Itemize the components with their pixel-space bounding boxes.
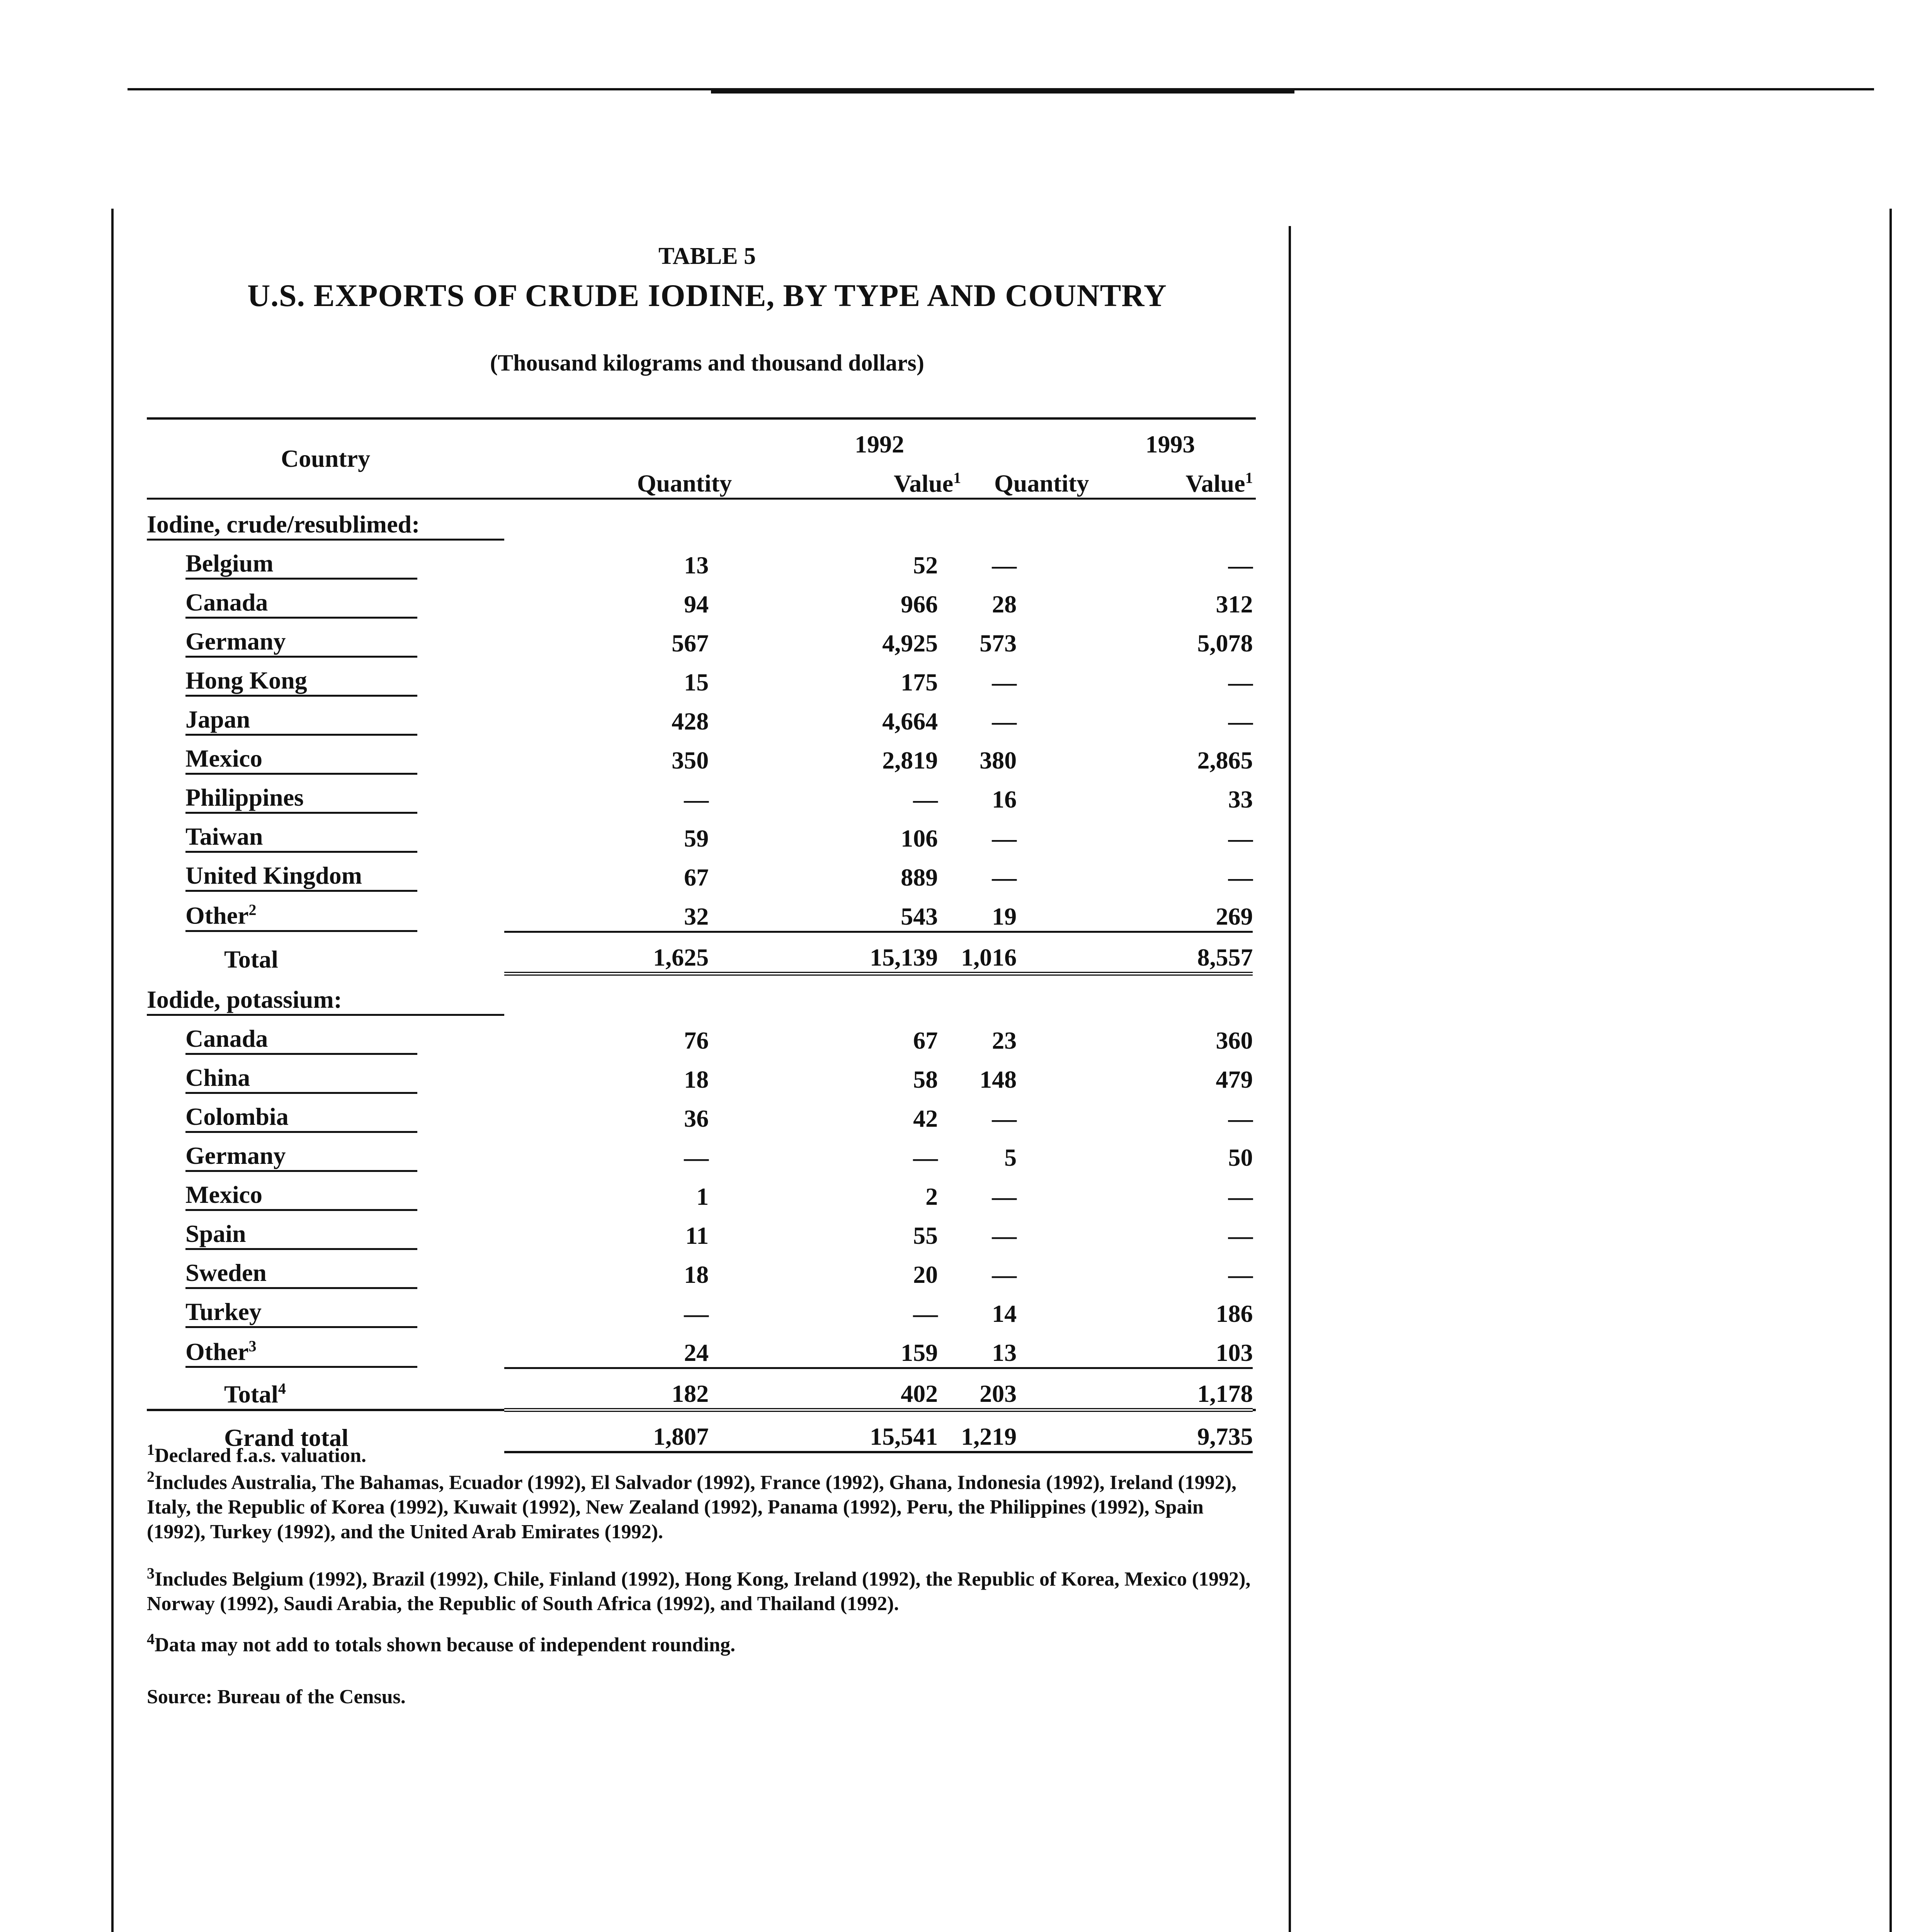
iodide-row: [147, 1015, 1256, 1055]
iodine-row-value-1992: 4,664: [882, 707, 938, 735]
iodine-row-qty-1993: 573: [980, 629, 1017, 657]
iodine-row-value-1992: 543: [901, 903, 938, 930]
iodide-total-row: [147, 1368, 1256, 1410]
iodine-row-value-1992: 966: [901, 590, 938, 618]
iodine-row-qty-1992: 15: [684, 668, 709, 696]
iodine-row: [147, 892, 1256, 932]
iodide-row-qty-1992: 11: [685, 1221, 709, 1249]
iodine-row-qty-1992: 59: [684, 825, 709, 852]
iodine-total-row-country: Total: [224, 946, 278, 973]
iodide-row-country: Turkey: [147, 1289, 504, 1328]
iodide-row-value-1992: 55: [913, 1221, 938, 1249]
iodide-row: [147, 1250, 1256, 1289]
iodide-row-value-1992: —: [913, 1143, 938, 1171]
section-iodide-potassium-label: Iodide, potassium:: [147, 974, 504, 1015]
iodine-row: [147, 619, 1256, 658]
iodide-row-value-1993: 360: [1216, 1026, 1253, 1054]
iodine-total-row: [147, 932, 1256, 974]
iodine-row: [147, 853, 1256, 892]
iodide-total-row-country: Total$^4$: [224, 1380, 286, 1408]
iodine-row-value-1992: 52: [913, 551, 938, 579]
iodide-row-qty-1992: 1: [696, 1182, 709, 1210]
iodide-row-value-1992: —: [913, 1299, 938, 1327]
header-value-1992: Value$^1$: [893, 469, 961, 497]
grand-total-row-value-1992: 15,541: [747, 1410, 961, 1452]
iodine-row-qty-1992: —: [684, 786, 709, 813]
iodine-row-qty-1993: —: [992, 864, 1017, 891]
iodide-row-country: Colombia: [147, 1094, 504, 1133]
table-title: U.S. EXPORTS OF CRUDE IODINE, BY TYPE AND COUNTRY: [247, 278, 1167, 313]
iodine-row-value-1993: —: [1228, 668, 1253, 696]
iodide-row-qty-1993: —: [992, 1182, 1017, 1210]
grand-total-row-value-1993: 9,735: [1032, 1410, 1253, 1452]
iodine-row-qty-1993: 16: [992, 786, 1017, 813]
grand-total-row-qty-1992: 1,807: [504, 1410, 747, 1452]
iodide-row: [147, 1172, 1256, 1211]
iodide-row-qty-1993: 14: [992, 1299, 1017, 1327]
iodide-row-country: Canada: [147, 1015, 504, 1055]
top-rule-thick: [711, 88, 1294, 94]
iodine-row-country: Mexico: [147, 736, 504, 775]
iodine-row-value-1992: 889: [901, 864, 938, 891]
iodide-row-qty-1992: 18: [684, 1065, 709, 1093]
iodide-row-qty-1992: 24: [684, 1338, 709, 1366]
header-quantity-1993: Quantity Value$^1$: [994, 469, 1253, 497]
iodide-row-qty-1993: 13: [992, 1338, 1017, 1366]
iodine-row: [147, 736, 1256, 775]
footnote-3: $^3$Includes Belgium (1992), Brazil (1992), Chile, Finland (1992), Hong Kong, Ireland (1992), the Republic of Korea, Mexico (1992), Norway (1992), Saudi Arabia, the Republic of South Africa (1992), and Thailand (1992).: [147, 1565, 1251, 1615]
iodine-row-qty-1992: 32: [684, 903, 709, 930]
iodide-row-country: Germany: [147, 1133, 504, 1172]
iodine-row-value-1992: —: [913, 786, 938, 813]
grand-total-row-country: Grand total: [224, 1423, 349, 1451]
header-year-1993: 1993: [1145, 430, 1195, 458]
iodide-row-value-1992: 58: [913, 1065, 938, 1093]
iodide-row-qty-1993: 23: [992, 1026, 1017, 1054]
iodide-row-qty-1992: —: [684, 1299, 709, 1327]
iodine-row-qty-1993: —: [992, 707, 1017, 735]
iodine-row-value-1993: —: [1228, 707, 1253, 735]
iodine-row-qty-1992: 94: [684, 590, 709, 618]
source-note: Source: Bureau of the Census.: [147, 1686, 406, 1708]
table-units: (Thousand kilograms and thousand dollars): [490, 350, 924, 376]
iodide-row-country: Sweden: [147, 1250, 504, 1289]
section-iodine-crude: [147, 499, 1256, 540]
section-iodide-potassium: [147, 974, 1256, 1015]
iodide-row-qty-1993: —: [992, 1221, 1017, 1249]
center-column-rule: [1289, 226, 1291, 1932]
iodine-row-country: United Kingdom: [147, 853, 504, 892]
iodine-row-value-1993: 2,865: [1197, 747, 1253, 774]
iodine-row-qty-1992: 13: [684, 551, 709, 579]
iodide-row-qty-1992: 18: [684, 1260, 709, 1288]
iodine-row-country: Taiwan: [147, 814, 504, 853]
iodine-row-qty-1993: —: [992, 825, 1017, 852]
iodine-row-value-1993: 5,078: [1197, 629, 1253, 657]
iodine-row: [147, 775, 1256, 814]
iodide-row-value-1992: 67: [913, 1026, 938, 1054]
iodide-total-row-qty-1992: 182: [504, 1368, 747, 1410]
iodine-total-row-qty-1992: 1,625: [504, 932, 747, 974]
header-quantity-1992: Quantity: [637, 469, 732, 497]
iodide-row-value-1993: —: [1228, 1182, 1253, 1210]
iodine-row-country: Belgium: [147, 540, 504, 580]
iodide-row-country: China: [147, 1055, 504, 1094]
iodine-row-qty-1992: 428: [672, 707, 709, 735]
iodide-row-qty-1992: 76: [684, 1026, 709, 1054]
iodine-row-qty-1992: 67: [684, 864, 709, 891]
header-year-1992: 1992: [855, 430, 905, 458]
iodide-row: [147, 1055, 1256, 1094]
iodide-row-country: Other$^3$: [147, 1328, 504, 1368]
iodide-row-qty-1992: —: [684, 1143, 709, 1171]
iodide-row-qty-1993: 5: [1004, 1143, 1017, 1171]
left-column-rule: [111, 209, 114, 1932]
iodide-row-qty-1992: 36: [684, 1104, 709, 1132]
iodide-row-qty-1993: —: [992, 1260, 1017, 1288]
iodine-row-country: Canada: [147, 580, 504, 619]
iodide-row-value-1992: 2: [925, 1182, 938, 1210]
iodide-row-value-1993: —: [1228, 1221, 1253, 1249]
iodide-row-value-1993: 186: [1216, 1299, 1253, 1327]
iodide-row: [147, 1328, 1256, 1368]
header-country: Country: [281, 445, 371, 472]
iodide-row: [147, 1289, 1256, 1328]
iodide-row-value-1993: —: [1228, 1104, 1253, 1132]
iodide-row-value-1992: 159: [901, 1338, 938, 1366]
iodide-row-value-1993: 103: [1216, 1338, 1253, 1366]
iodide-row: [147, 1094, 1256, 1133]
iodine-row-value-1993: —: [1228, 864, 1253, 891]
iodine-total-row-value-1993: 8,557: [1032, 932, 1253, 974]
iodide-row-qty-1993: —: [992, 1104, 1017, 1132]
iodide-row-value-1992: 20: [913, 1260, 938, 1288]
iodine-row: [147, 697, 1256, 736]
iodine-row: [147, 814, 1256, 853]
iodine-row-value-1993: —: [1228, 551, 1253, 579]
iodide-row-country: Spain: [147, 1211, 504, 1250]
iodine-row: [147, 658, 1256, 697]
iodine-total-row-value-1992: 15,139: [747, 932, 961, 974]
iodine-row-value-1992: 175: [901, 668, 938, 696]
right-column-rule: [1889, 209, 1892, 1932]
iodide-row-value-1993: 479: [1216, 1065, 1253, 1093]
iodide-row: [147, 1133, 1256, 1172]
iodide-total-row-qty-1993: 203: [961, 1368, 1032, 1410]
grand-total-row-qty-1993: 1,219: [961, 1410, 1032, 1452]
iodine-row-country: Hong Kong: [147, 658, 504, 697]
iodide-row-country: Mexico: [147, 1172, 504, 1211]
iodine-row: [147, 580, 1256, 619]
iodine-row-qty-1993: 28: [992, 590, 1017, 618]
iodine-total-row-qty-1993: 1,016: [961, 932, 1032, 974]
iodine-row-value-1992: 2,819: [882, 747, 938, 774]
footnote-2: $^2$Includes Australia, The Bahamas, Ecuador (1992), El Salvador (1992), France (1992), Ghana, Indonesia (1992), Ireland (1992), Italy, the Republic of Korea (1992), Kuwait (1992), New Zealand (1992), Panama (1992), Peru, the Philippines (1992), Spain (1992), Turkey (1992), and the United Arab Emirates (1992).: [147, 1468, 1237, 1543]
iodide-total-row-value-1992: 402: [747, 1368, 961, 1410]
footnote-4: $^4$Data may not add to totals shown because of independent rounding.: [147, 1630, 735, 1656]
iodine-row: [147, 540, 1256, 580]
iodide-row-value-1993: 50: [1228, 1143, 1253, 1171]
iodine-row-country: Japan: [147, 697, 504, 736]
iodide-total-row-value-1993: 1,178: [1032, 1368, 1253, 1410]
iodine-row-value-1993: 33: [1228, 786, 1253, 813]
iodine-row-country: Germany: [147, 619, 504, 658]
section-iodine-crude-label: Iodine, crude/resublimed:: [147, 499, 504, 540]
iodide-row: [147, 1211, 1256, 1250]
iodide-row-value-1993: —: [1228, 1260, 1253, 1288]
iodine-row-qty-1992: 350: [672, 747, 709, 774]
table-number: TABLE 5: [658, 243, 756, 269]
iodine-row-qty-1992: 567: [672, 629, 709, 657]
iodine-row-value-1993: 269: [1216, 903, 1253, 930]
iodine-row-value-1993: —: [1228, 825, 1253, 852]
iodine-row-qty-1993: —: [992, 551, 1017, 579]
iodine-row-country: Other$^2$: [147, 892, 504, 932]
iodine-row-qty-1993: 380: [980, 747, 1017, 774]
footnote-1: $^1$Declared f.a.s. valuation.: [147, 1441, 366, 1467]
iodide-row-value-1992: 42: [913, 1104, 938, 1132]
iodide-row-qty-1993: 148: [980, 1065, 1017, 1093]
iodine-row-qty-1993: —: [992, 668, 1017, 696]
exports-table: [147, 417, 1256, 1453]
iodine-row-value-1993: 312: [1216, 590, 1253, 618]
iodine-row-value-1992: 4,925: [882, 629, 938, 657]
iodine-row-value-1992: 106: [901, 825, 938, 852]
table-body: [147, 499, 1256, 1452]
iodine-row-country: Philippines: [147, 775, 504, 814]
iodine-row-qty-1993: 19: [992, 903, 1017, 930]
